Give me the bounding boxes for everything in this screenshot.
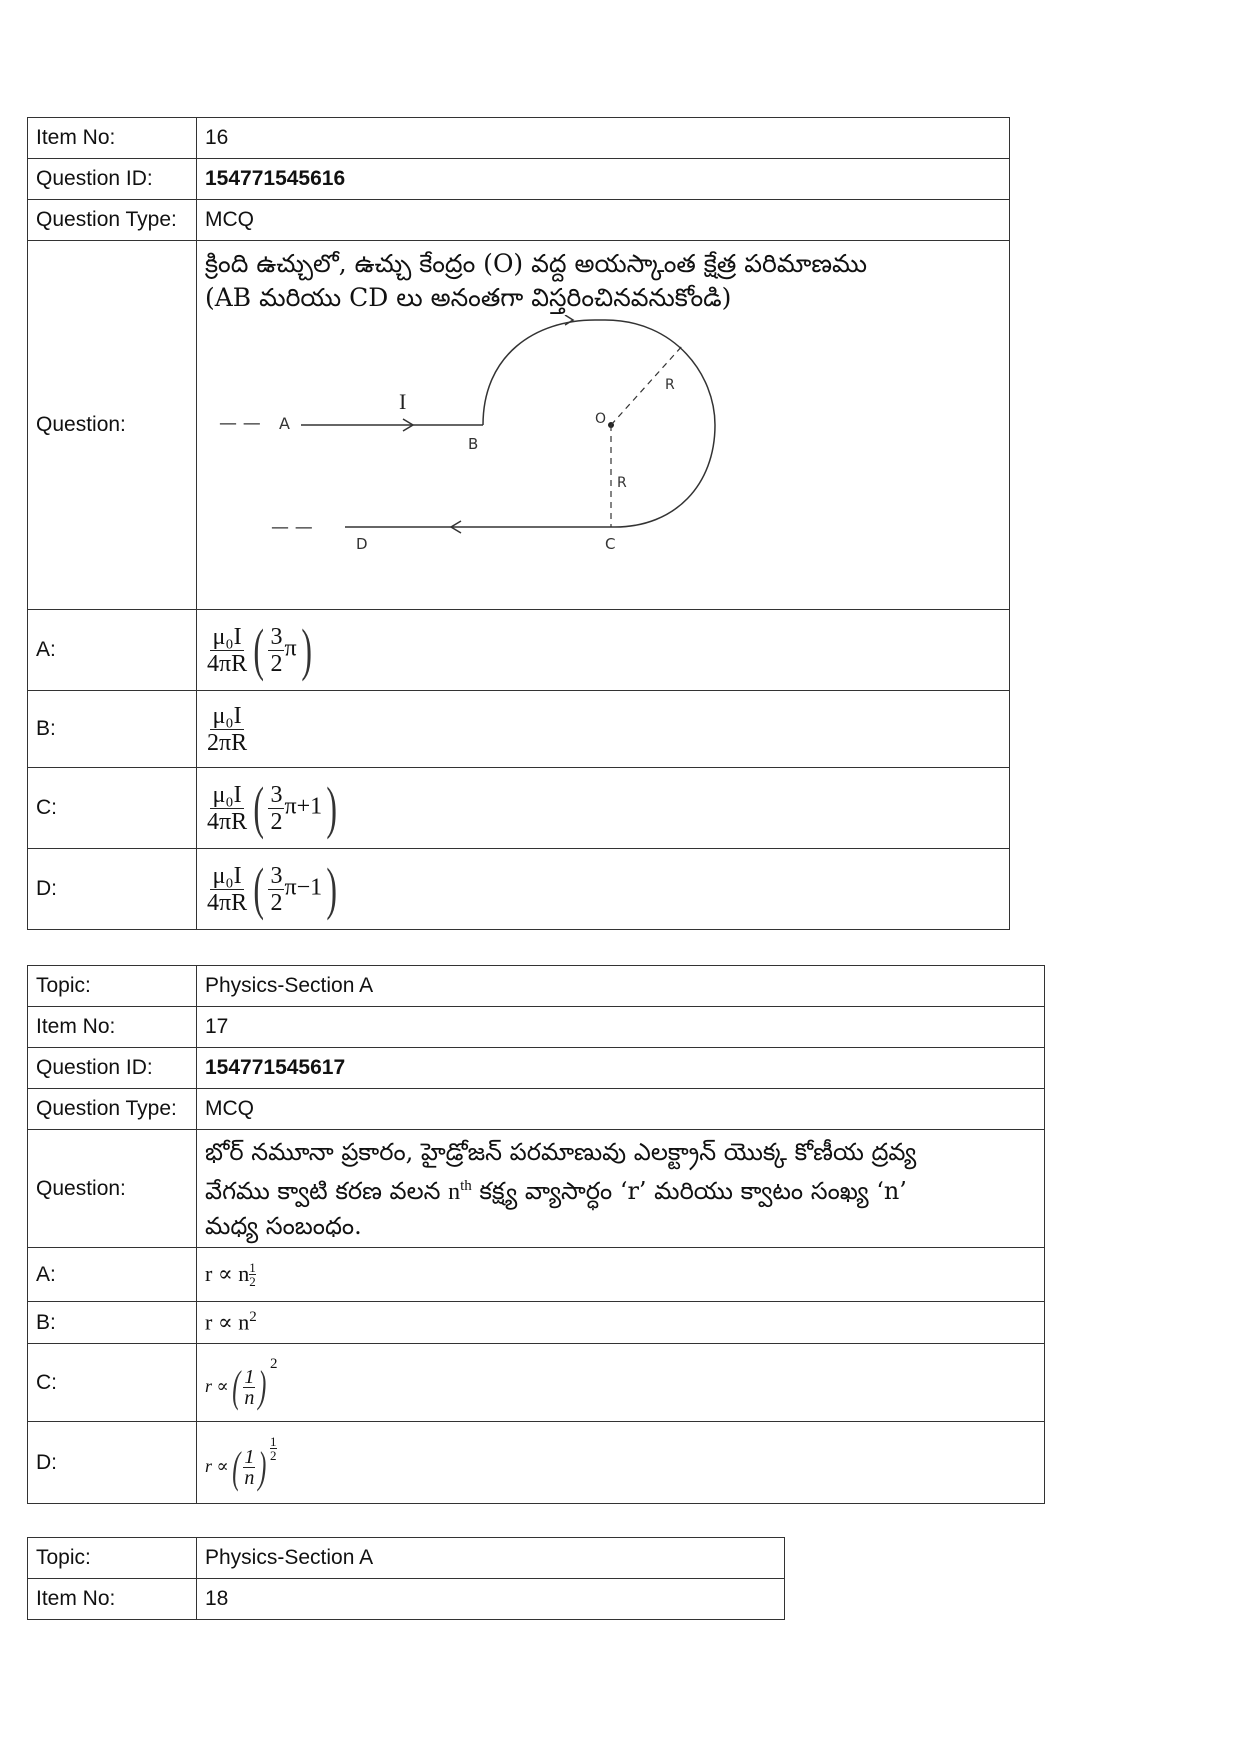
option-a-label: A: (28, 1248, 197, 1302)
question-type-value: MCQ (197, 1089, 1045, 1130)
option-a-row (28, 1248, 1045, 1302)
option-a-label: A: (28, 610, 197, 691)
option-d-label: D: (28, 849, 197, 930)
option-c-label: C: (28, 1344, 197, 1422)
option-c-row (28, 768, 1010, 849)
question-row (28, 241, 1010, 610)
question-label: Question: (28, 241, 197, 610)
diagram-label-o: O (595, 411, 607, 427)
option-a-formula: $\frac{\text{μ₀I}}{4\pi R}$ ( $\frac{3}{2}$ π) (197, 610, 1010, 691)
question-id-row (28, 159, 1010, 200)
topic-label: Topic: (28, 966, 197, 1007)
option-c-lhs: r ∝ (205, 1375, 229, 1396)
option-a-tail: π (284, 635, 297, 662)
option-b-row (28, 691, 1010, 768)
option-d-coef-den: 4πR (207, 889, 248, 916)
option-a-formula (197, 1248, 1045, 1302)
option-a-coef-den: 4πR (207, 650, 248, 677)
option-c-exp: 2 (270, 1355, 278, 1372)
question-id-row (28, 1048, 1045, 1089)
question-text-n: n (448, 1178, 461, 1205)
question-type-row (28, 1089, 1045, 1130)
option-b-formula (197, 691, 1010, 768)
item-no-label: Item No: (28, 1007, 197, 1048)
question-type-row (28, 200, 1010, 241)
question-text-line-1: భోర్ నమూనా ప్రకారం, హైడ్రోజన్ పరమాణువు ఎలక్ట్రాన్ యొక్క కోణీయ ద్రవ్య (205, 1137, 917, 1166)
item-no-value: 17 (197, 1007, 1045, 1048)
diagram-label-d: D (356, 535, 368, 553)
topic-value: Physics-Section A (197, 1538, 785, 1579)
diagram-label-i: I (399, 389, 407, 414)
option-d-coef-num: μ₀I (212, 862, 242, 889)
option-d-row (28, 849, 1010, 930)
option-c-coef-num: μ₀I (212, 781, 242, 808)
option-d-formula: $\frac{\text{μ₀I}}{4\pi R}$ ( $\frac{3}{2}$ π−1) (197, 849, 1010, 930)
question-17-table (27, 965, 1045, 1504)
option-d-formula: r ∝( $\frac{1}{n}$ ) $\frac{1}{2}$ (197, 1422, 1045, 1504)
option-d-exp-den: 2 (270, 1448, 277, 1464)
diagram-dash-top: — — (219, 413, 261, 434)
option-b-coef-num: μ₀I (212, 702, 242, 729)
option-a-coef-num: μ₀I (212, 623, 242, 650)
option-b-label: B: (28, 691, 197, 768)
question-text-line-2 (205, 1169, 1036, 1209)
option-b-label: B: (28, 1302, 197, 1344)
option-d-lhs: r ∝ (205, 1456, 229, 1477)
item-no-row (28, 1007, 1045, 1048)
question-id-label: Question ID: (28, 159, 197, 200)
diagram-dash-bottom: — — (271, 517, 313, 538)
question-type-label: Question Type: (28, 1089, 197, 1130)
option-d-row (28, 1422, 1045, 1504)
question-id-value: 154771545617 (197, 1048, 1045, 1089)
topic-label: Topic: (28, 1538, 197, 1579)
option-d-frac-den: n (244, 1467, 255, 1490)
option-c-frac-num: 3 (270, 781, 283, 808)
question-row (28, 1130, 1045, 1248)
option-c-row (28, 1344, 1045, 1422)
item-no-label: Item No: (28, 118, 197, 159)
question-content (197, 241, 1010, 610)
option-d-frac-num: 1 (244, 1446, 255, 1469)
option-d-label: D: (28, 1422, 197, 1504)
option-a-row (28, 610, 1010, 691)
option-c-label: C: (28, 768, 197, 849)
option-a-frac-den: 2 (270, 650, 283, 677)
option-a-frac-num: 3 (270, 623, 283, 650)
option-a-exp-den: 2 (249, 1274, 256, 1290)
option-d-frac-den: 2 (270, 889, 283, 916)
option-c-frac-den: 2 (270, 808, 283, 835)
option-d-frac-num: 3 (270, 862, 283, 889)
option-c-coef-den: 4πR (207, 808, 248, 835)
item-no-label: Item No: (28, 1579, 197, 1620)
option-c-formula: r ∝( $\frac{1}{n}$ ) $^2$ (197, 1344, 1045, 1422)
question-content (197, 1130, 1045, 1248)
diagram-label-r-vertical: R (617, 475, 627, 491)
question-text-line-1: క్రింది ఉచ్చులో, ఉచ్చు కేంద్రం (O) వద్ద అయస్కాంత క్షేత్ర పరిమాణము (205, 249, 868, 278)
item-no-row (28, 1579, 785, 1620)
question-text-line-2-b: కక్ష్య వ్యాసార్ధం ‘r’ మరియు క్వాటం సంఖ్య ‘n’ (471, 1176, 907, 1205)
option-c-frac-den: n (244, 1386, 255, 1409)
question-id-label: Question ID: (28, 1048, 197, 1089)
current-loop-diagram (205, 315, 765, 590)
option-b-lhs: r ∝ n (205, 1309, 250, 1335)
topic-row (28, 966, 1045, 1007)
question-text-line-2-a: వేగము క్వాటి కరణ వలన (205, 1176, 449, 1205)
diagram-label-b: B (468, 435, 479, 453)
question-text-line-2: (AB మరియు CD లు అనంతగా విస్తరించినవనుకోండి) (205, 283, 732, 312)
question-text-th: th (460, 1177, 472, 1194)
option-a-exp-num: 1 (249, 1260, 256, 1276)
diagram-label-r-diagonal: R (665, 377, 675, 393)
question-16-table (27, 117, 1010, 930)
topic-row (28, 1538, 785, 1579)
option-b-coef-den: 2πR (207, 729, 248, 756)
question-type-value: MCQ (197, 200, 1010, 241)
question-type-label: Question Type: (28, 200, 197, 241)
question-label: Question: (28, 1130, 197, 1248)
item-no-value: 18 (197, 1579, 785, 1620)
option-b-row (28, 1302, 1045, 1344)
diagram-label-a: A (279, 414, 290, 433)
current-arrow-arc (565, 315, 573, 325)
question-id-value: 154771545616 (197, 159, 1010, 200)
question-18-table (27, 1537, 785, 1620)
option-d-exp-num: 1 (270, 1434, 277, 1450)
option-b-formula (197, 1302, 1045, 1344)
option-c-tail: π+1 (284, 793, 323, 820)
diagram-label-c: C (605, 535, 616, 553)
item-no-value: 16 (197, 118, 1010, 159)
topic-value: Physics-Section A (197, 966, 1045, 1007)
option-c-formula: $\frac{\text{μ₀I}}{4\pi R}$ ( $\frac{3}{2}$ π+1) (197, 768, 1010, 849)
option-b-exp: 2 (249, 1309, 257, 1326)
item-no-row (28, 118, 1010, 159)
option-a-lhs: r ∝ n (205, 1260, 250, 1286)
question-text-line-3: మధ్య సంబంధం. (205, 1211, 362, 1240)
option-c-frac-num: 1 (244, 1365, 255, 1388)
option-d-tail: π−1 (284, 874, 323, 901)
